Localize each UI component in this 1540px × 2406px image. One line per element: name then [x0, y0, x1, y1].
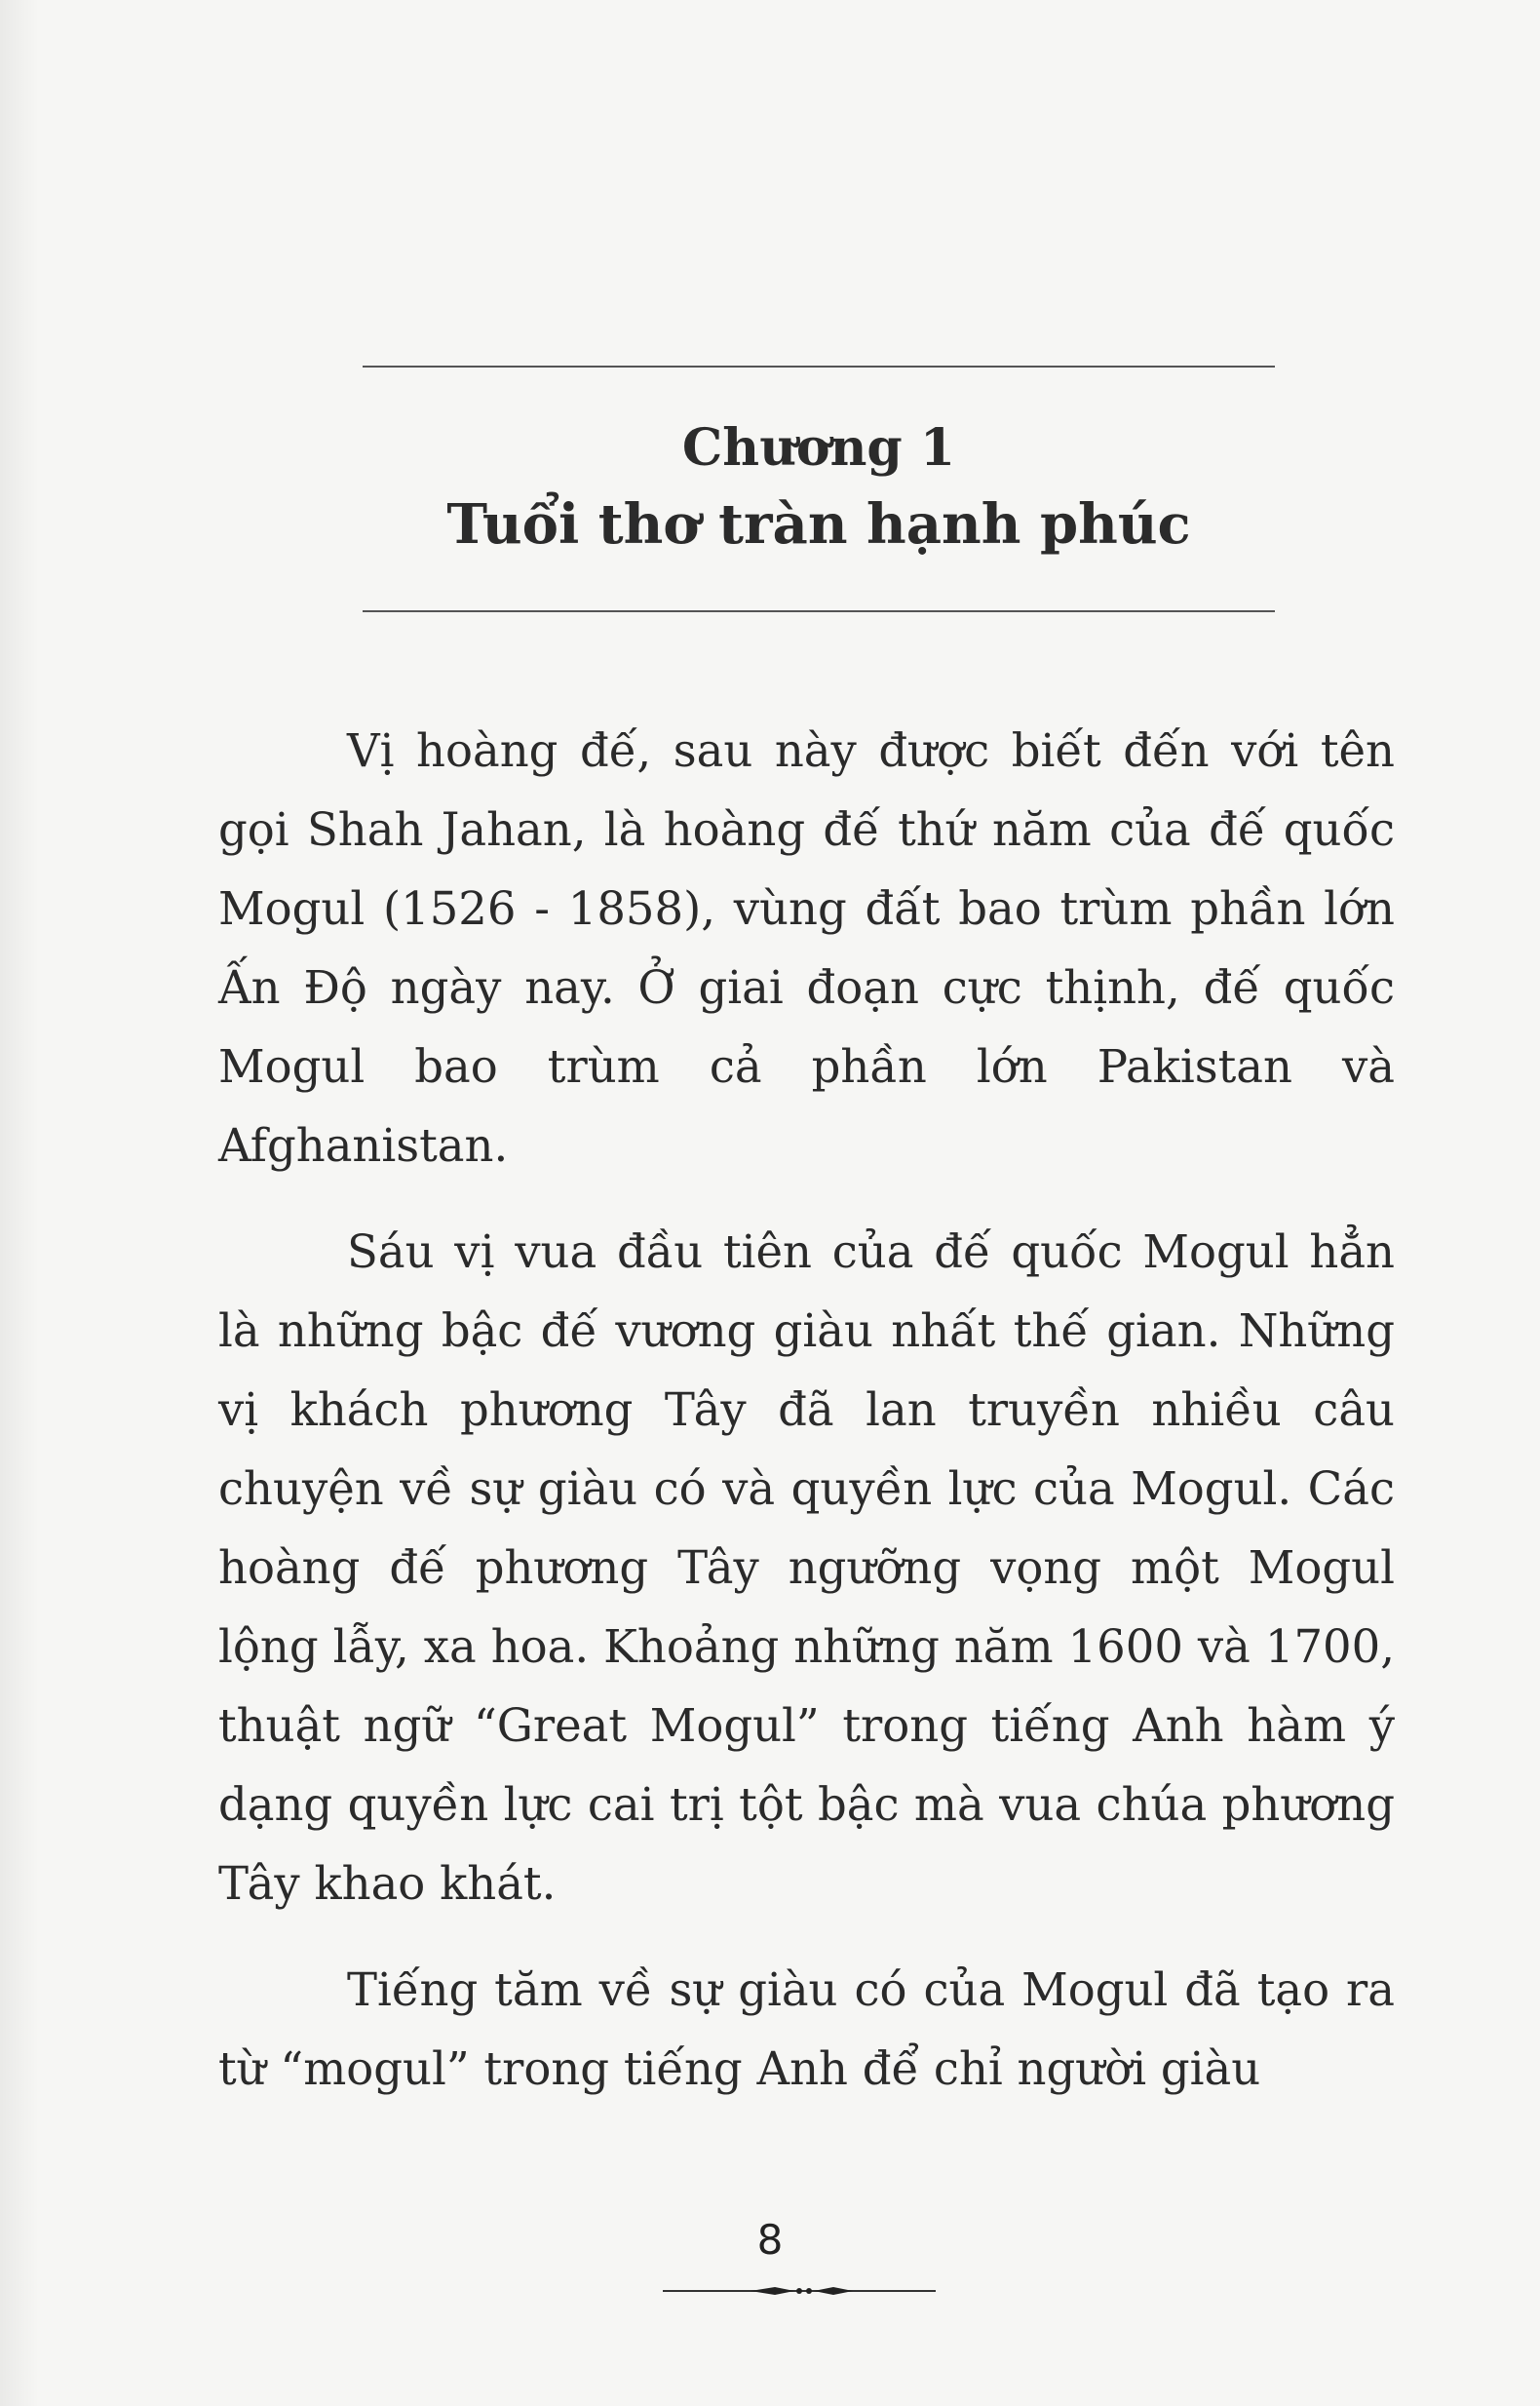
body-text: [218, 712, 1395, 2136]
chapter-bottom-rule: [363, 610, 1275, 612]
page-edge-shadow: [0, 0, 39, 2406]
folio-ornament-icon: [663, 2281, 936, 2301]
paragraph: Vị hoàng đế, sau này được biết đến với tên gọi Shah Jahan, là hoàng đế thứ năm của đế quốc Mogul (1526 - 1858), vùng đất bao trùm phần lớn Ấn Độ ngày nay. Ở giai đoạn cực thịnh, đế quốc Mogul bao trùm cả phần lớn Pakistan và Afghanistan.: [218, 724, 1395, 1172]
chapter-top-rule: [363, 366, 1275, 368]
chapter-label: Chương 1: [681, 418, 956, 478]
chapter-title: Tuổi thơ tràn hạnh phúc: [446, 492, 1191, 557]
paragraph: Tiếng tăm về sự giàu có của Mogul đã tạo ra từ “mogul” trong tiếng Anh để chỉ người giàu: [218, 1963, 1395, 2095]
page-number: 8: [756, 2216, 784, 2264]
paragraph: Sáu vị vua đầu tiên của đế quốc Mogul hẳn là những bậc đế vương giàu nhất thế gian. Những vị khách phương Tây đã lan truyền nhiều câu chuyện về sự giàu có và quyền lực của Mogul. Các hoàng đế phương Tây ngưỡng vọng một Mogul lộng lẫy, xa hoa. Khoảng những năm 1600 và 1700, thuật ngữ “Great Mogul” trong tiếng Anh hàm ý dạng quyền lực cai trị tột bậc mà vua chúa phương Tây khao khát.: [218, 1225, 1395, 1910]
